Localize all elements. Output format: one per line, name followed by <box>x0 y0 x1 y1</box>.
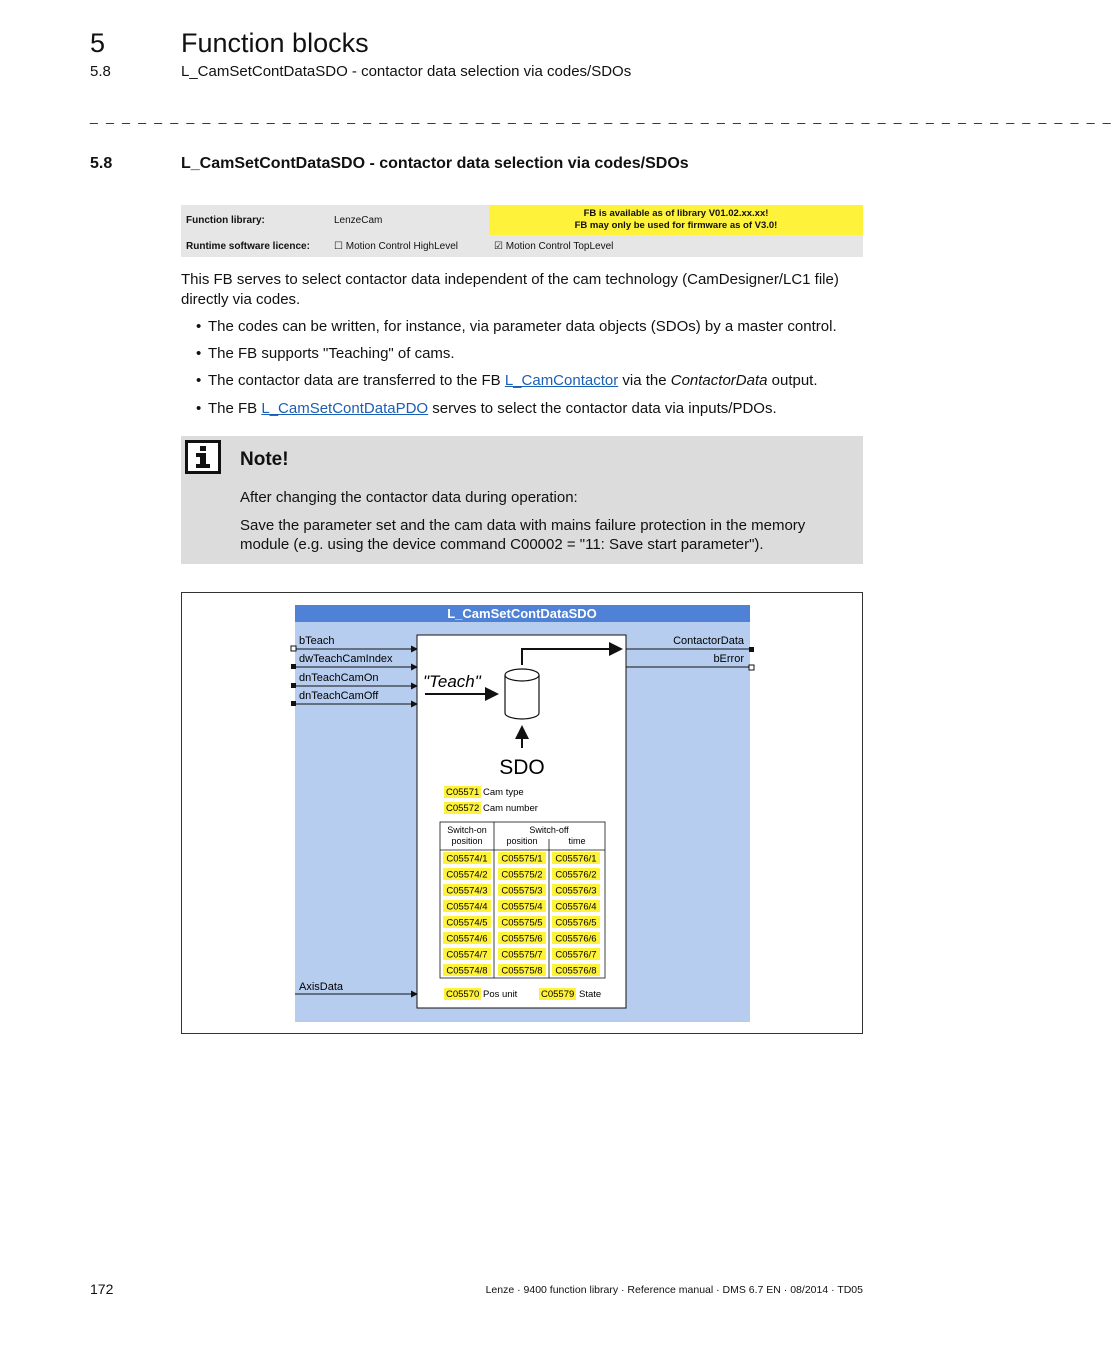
list-item-text <box>208 399 777 419</box>
code-cell: C05575/7 <box>501 949 543 961</box>
code-cell: C05576/6 <box>555 933 597 945</box>
chapter-title: Function blocks <box>181 28 369 58</box>
code-cell: C05575/3 <box>501 885 543 897</box>
section-number: 5.8 <box>90 155 113 172</box>
library-row <box>181 205 863 235</box>
output-label: bError <box>713 653 744 665</box>
col-header: Switch-off <box>529 825 569 835</box>
pos-unit-label: Pos unit <box>483 989 518 1000</box>
code-cam-number: C05572 <box>446 803 480 814</box>
library-table <box>181 205 863 257</box>
input-label: dnTeachCamOff <box>299 690 379 702</box>
code-cell: C05576/8 <box>555 965 597 977</box>
intro-paragraph: This FB serves to select contactor data independent of the cam technology (CamDesigner/LC1 file) directly via codes. <box>181 271 839 308</box>
code-cell: C05575/4 <box>501 901 543 913</box>
code-cell: C05575/2 <box>501 869 543 881</box>
link-l-camsetcontdatapdo[interactable]: L_CamSetContDataPDO <box>261 400 429 417</box>
fb-name: L_CamSetContDataSDO <box>447 606 597 621</box>
code-cell: C05576/5 <box>555 917 597 929</box>
cam-number-label: Cam number <box>483 803 538 814</box>
availability-line: FB may only be used for firmware as of V3.0! <box>574 220 778 231</box>
licence-option: ☐ Motion Control HighLevel <box>329 235 489 257</box>
code-cell: C05574/3 <box>446 885 488 897</box>
availability-line: FB is available as of library V01.02.xx.xx! <box>583 208 769 219</box>
code-cell: C05576/4 <box>555 901 597 913</box>
bullet-icon: • <box>196 372 202 389</box>
availability-note <box>489 205 863 235</box>
code-cell: C05576/7 <box>555 949 597 961</box>
page-number: 172 <box>90 1281 114 1297</box>
code-cell: C05574/1 <box>446 853 488 865</box>
info-icon <box>185 440 221 474</box>
bullet-icon: • <box>196 318 202 335</box>
col-header: Switch-on <box>447 825 487 835</box>
code-cell: C05574/4 <box>446 901 488 913</box>
code-pos-unit: C05570 <box>446 989 480 1000</box>
code-cell: C05576/2 <box>555 869 597 881</box>
cam-type-label: Cam type <box>483 787 524 798</box>
licence-option: ☑ Motion Control TopLevel <box>489 235 863 257</box>
link-l-camcontactor[interactable]: L_CamContactor <box>504 372 619 389</box>
code-cell: C05574/8 <box>446 965 488 977</box>
bullet-icon: • <box>196 400 202 417</box>
list-item-text: The codes can be written, for instance, via parameter data objects (SDOs) by a master control. <box>208 318 837 335</box>
section-title: L_CamSetContDataSDO - contactor data selection via codes/SDOs <box>181 155 689 172</box>
code-cell: C05574/5 <box>446 917 488 929</box>
bullet-icon: • <box>196 345 202 362</box>
output-label: ContactorData <box>673 635 744 647</box>
footer-reference: Lenze · 9400 function library · Reference manual · DMS 6.7 EN · 08/2014 · TD05 <box>485 1284 863 1296</box>
code-cell: C05575/8 <box>501 965 543 977</box>
library-row <box>181 235 863 257</box>
code-cell: C05575/6 <box>501 933 543 945</box>
code-cell: C05575/1 <box>501 853 543 865</box>
code-cell: C05576/1 <box>555 853 597 865</box>
text-segment: serves to select the contactor data via inputs/PDOs. <box>428 400 777 417</box>
input-label: AxisData <box>299 981 344 993</box>
note-text: Save the parameter set and the cam data with mains failure protection in the memory module (e.g. using the device command C00002 = "11: Save start parameter"). <box>240 517 806 553</box>
header-rule: _ _ _ _ _ _ _ _ _ _ _ _ _ _ _ _ _ _ _ _ _ _ _ _ _ _ _ _ _ _ _ _ _ _ _ _ _ _ _ _ _ _ _ _ _ _ _ _ _ _ _ _ _ _ _ _ _ _ _ _ _ _ _ _ <box>90 108 1113 124</box>
code-cell: C05576/3 <box>555 885 597 897</box>
header-section-number: 5.8 <box>90 63 111 80</box>
list-item-text: The FB supports "Teaching" of cams. <box>208 345 455 362</box>
text-segment: via the <box>618 372 671 389</box>
input-label: dwTeachCamIndex <box>299 653 393 665</box>
table-value: LenzeCam <box>329 205 489 235</box>
emphasis: ContactorData <box>670 372 768 389</box>
text-segment: The FB <box>208 400 262 417</box>
chapter-number: 5 <box>90 28 106 58</box>
code-cam-type: C05571 <box>446 787 480 798</box>
code-cell: C05575/5 <box>501 917 543 929</box>
col-header: position <box>451 836 483 846</box>
note-title: Note! <box>240 449 289 470</box>
code-cell: C05574/7 <box>446 949 488 961</box>
col-header: position <box>506 836 538 846</box>
note-text: After changing the contactor data during operation: <box>240 489 578 506</box>
table-key: Function library: <box>181 205 329 235</box>
text-segment: The contactor data are transferred to the FB <box>208 372 505 389</box>
database-icon <box>505 669 539 719</box>
function-block-diagram <box>181 592 863 1034</box>
state-label: State <box>579 989 602 1000</box>
table-key: Runtime software licence: <box>181 235 329 257</box>
header-section-title: L_CamSetContDataSDO - contactor data selection via codes/SDOs <box>181 63 632 80</box>
sdo-label: SDO <box>499 756 545 779</box>
teach-label: "Teach" <box>423 672 481 691</box>
code-cell: C05574/6 <box>446 933 488 945</box>
input-label: dnTeachCamOn <box>299 672 379 684</box>
code-state: C05579 <box>541 989 575 1000</box>
col-header: time <box>568 836 586 846</box>
input-label: bTeach <box>299 635 335 647</box>
text-segment: output. <box>767 372 818 389</box>
code-cell: C05574/2 <box>446 869 488 881</box>
list-item-text <box>208 371 818 391</box>
